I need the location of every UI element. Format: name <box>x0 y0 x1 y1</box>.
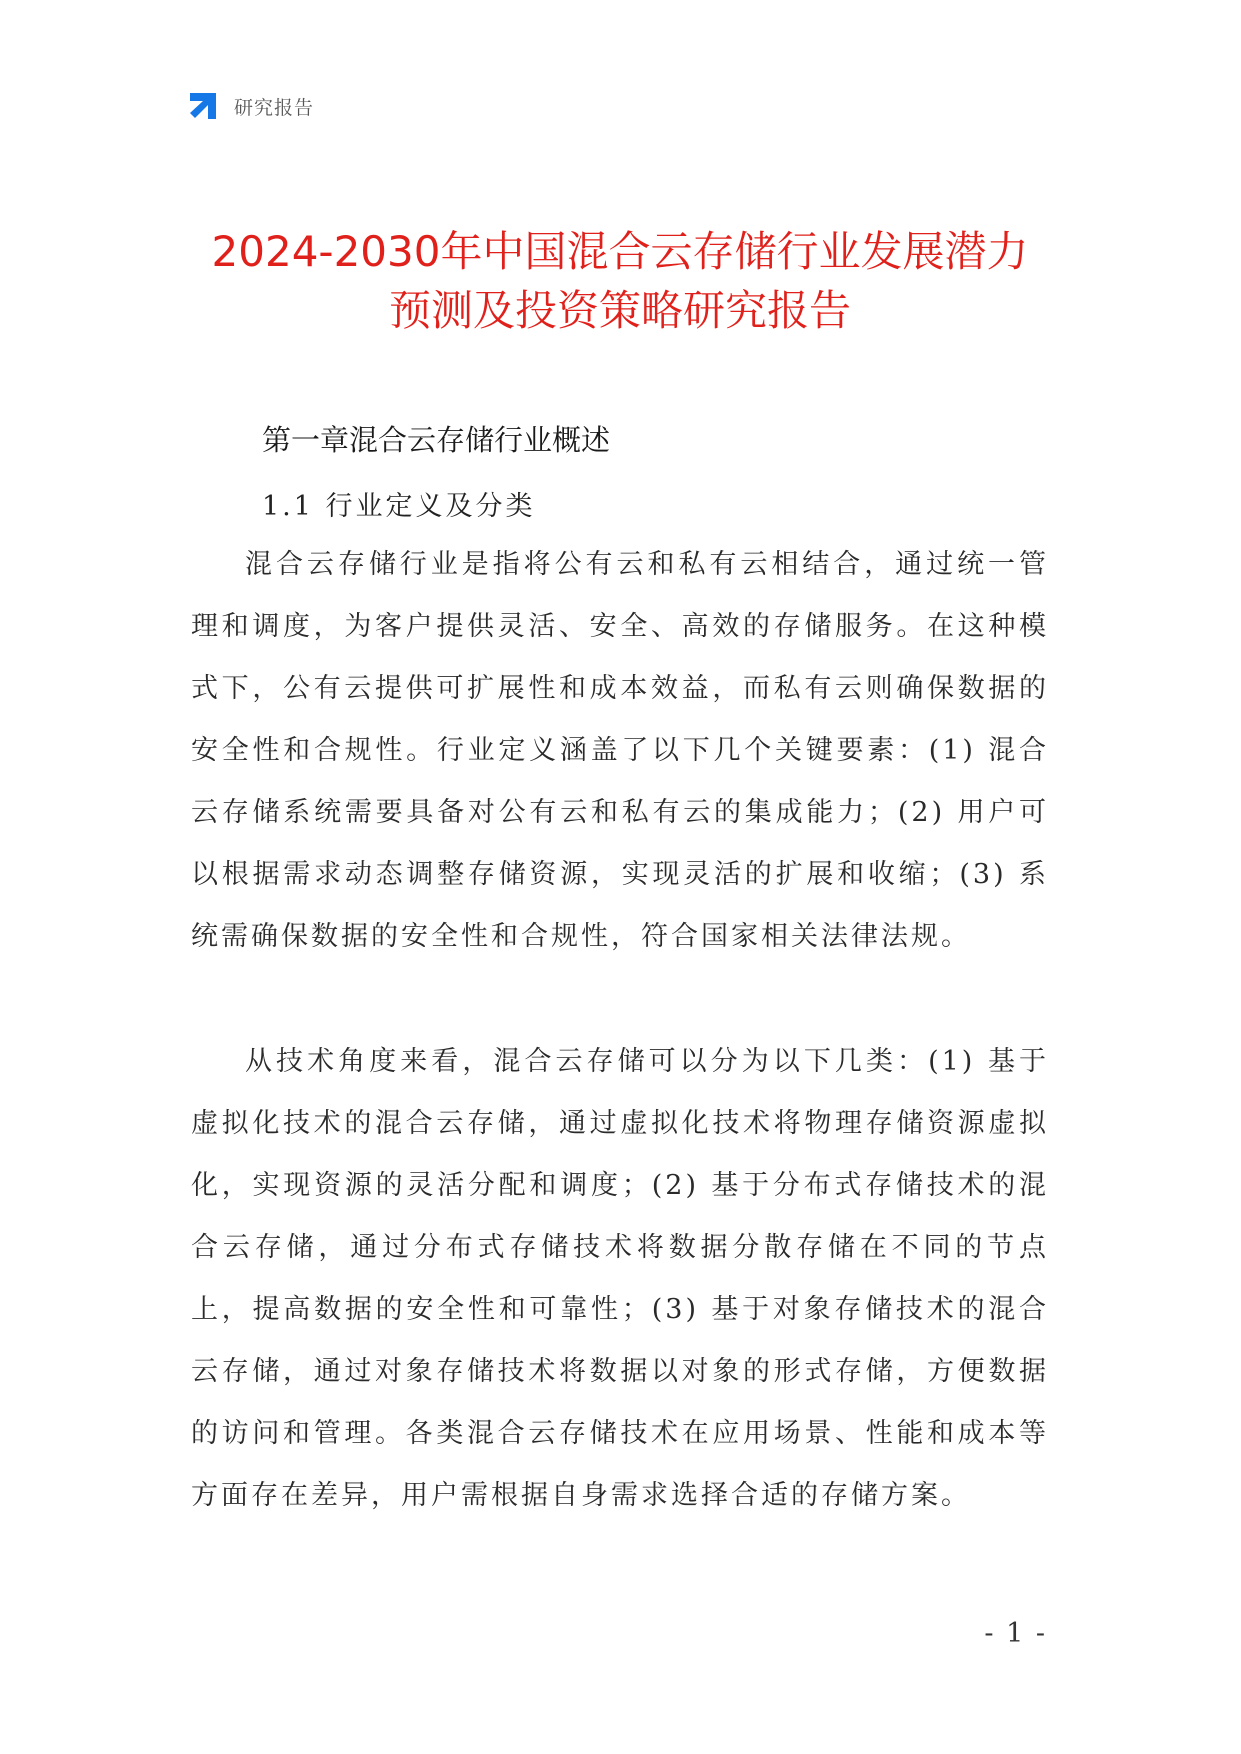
chapter-heading: 第一章混合云存储行业概述 <box>262 423 611 457</box>
section-heading: 1.1 行业定义及分类 <box>262 491 536 522</box>
report-title-line-1: 2024-2030年中国混合云存储行业发展潜力 <box>211 227 1029 276</box>
report-title <box>150 222 1090 340</box>
header-label: 研究报告 <box>234 96 315 119</box>
body-paragraph-definition: 混合云存储行业是指将公有云和私有云相结合，通过统一管理和调度，为客户提供灵活、安全、高效的存储服务。在这种模式下，公有云提供可扩展性和成本效益，而私有云则确保数据的安全性和合规性。行业定义涵盖了以下几个关键要素：(1) 混合云存储系统需要具备对公有云和私有云的集成能力；(2) 用户可以根据需求动态调整存储资源，实现灵活的扩展和收缩；(3) 系统需确保数据的安全性和合规性，符合国家相关法律法规。 <box>191 549 1049 952</box>
page-number: - 1 - <box>984 1618 1047 1649</box>
report-title-line-2: 预测及投资策略研究报告 <box>388 286 851 335</box>
arrow-logo-icon <box>186 89 220 123</box>
report-header <box>186 88 314 124</box>
body-paragraph-classification: 从技术角度来看，混合云存储可以分为以下几类：(1) 基于虚拟化技术的混合云存储，通过虚拟化技术将物理存储资源虚拟化，实现资源的灵活分配和调度；(2) 基于分布式存储技术的混合云存储，通过分布式存储技术将数据分散存储在不同的节点上，提高数据的安全性和可靠性；(3) 基于对象存储技术的混合云存储，通过对象存储技术将数据以对象的形式存储，方便数据的访问和管理。各类混合云存储技术在应用场景、性能和成本等方面存在差异，用户需根据自身需求选择合适的存储方案。 <box>191 1046 1049 1511</box>
